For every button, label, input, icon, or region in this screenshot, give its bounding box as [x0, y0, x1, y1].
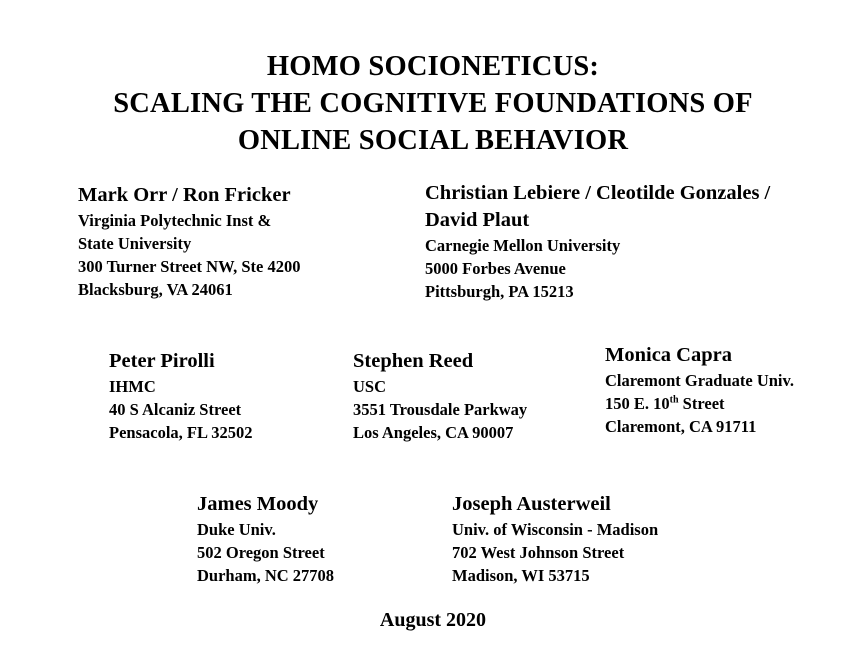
- affiliation-line: Carnegie Mellon University: [425, 236, 621, 255]
- title-line: ONLINE SOCIAL BEHAVIOR: [237, 125, 629, 156]
- city-line: Madison, WI 53715: [452, 566, 590, 585]
- affiliation-line: IHMC: [109, 377, 156, 396]
- author-block-pirolli: [109, 348, 252, 444]
- author-names: David Plaut: [425, 209, 530, 231]
- address-line: 40 S Alcaniz Street: [109, 400, 242, 419]
- publication-date: August 2020: [379, 609, 487, 631]
- author-block-reed: [353, 348, 527, 444]
- author-names: Peter Pirolli: [109, 350, 215, 372]
- city-line: Durham, NC 27708: [197, 566, 335, 585]
- author-names: Mark Orr / Ron Fricker: [78, 184, 291, 206]
- street-name: Street: [678, 394, 725, 413]
- affiliation-line: Univ. of Wisconsin - Madison: [452, 520, 659, 539]
- author-block-orr-fricker: [78, 182, 300, 301]
- city-line: Pittsburgh, PA 15213: [425, 282, 574, 301]
- author-names: Monica Capra: [605, 344, 732, 366]
- address-line: 300 Turner Street NW, Ste 4200: [78, 257, 301, 276]
- author-block-austerweil: [452, 491, 658, 587]
- title-line: SCALING THE COGNITIVE FOUNDATIONS OF: [113, 88, 753, 119]
- city-line: Blacksburg, VA 24061: [78, 280, 233, 299]
- title-line: HOMO SOCIONETICUS:: [266, 51, 600, 82]
- author-names: James Moody: [197, 493, 319, 515]
- author-names: Joseph Austerweil: [452, 493, 611, 515]
- affiliation-line: Virginia Polytechnic Inst &: [78, 211, 272, 230]
- address-line: [605, 392, 794, 415]
- city-line: Claremont, CA 91711: [605, 417, 757, 436]
- address-line: 502 Oregon Street: [197, 543, 325, 562]
- affiliation-line: State University: [78, 234, 192, 253]
- street-number: 150 E. 10: [605, 394, 670, 413]
- affiliation-line: USC: [353, 377, 387, 396]
- address-line: 5000 Forbes Avenue: [425, 259, 566, 278]
- author-block-moody: [197, 491, 334, 587]
- author-block-capra: [605, 342, 794, 438]
- city-line: Pensacola, FL 32502: [109, 423, 253, 442]
- affiliation-line: Claremont Graduate Univ.: [605, 371, 794, 390]
- ordinal-suffix: th: [669, 394, 679, 406]
- address-line: 702 West Johnson Street: [452, 543, 625, 562]
- author-block-lebiere-gonzales-plaut: [425, 180, 770, 303]
- affiliation-line: Duke Univ.: [197, 520, 276, 539]
- address-line: 3551 Trousdale Parkway: [353, 400, 528, 419]
- author-names: Stephen Reed: [353, 350, 474, 372]
- document-title: [0, 48, 857, 159]
- author-names: Christian Lebiere / Cleotilde Gonzales /: [425, 182, 771, 204]
- city-line: Los Angeles, CA 90007: [353, 423, 514, 442]
